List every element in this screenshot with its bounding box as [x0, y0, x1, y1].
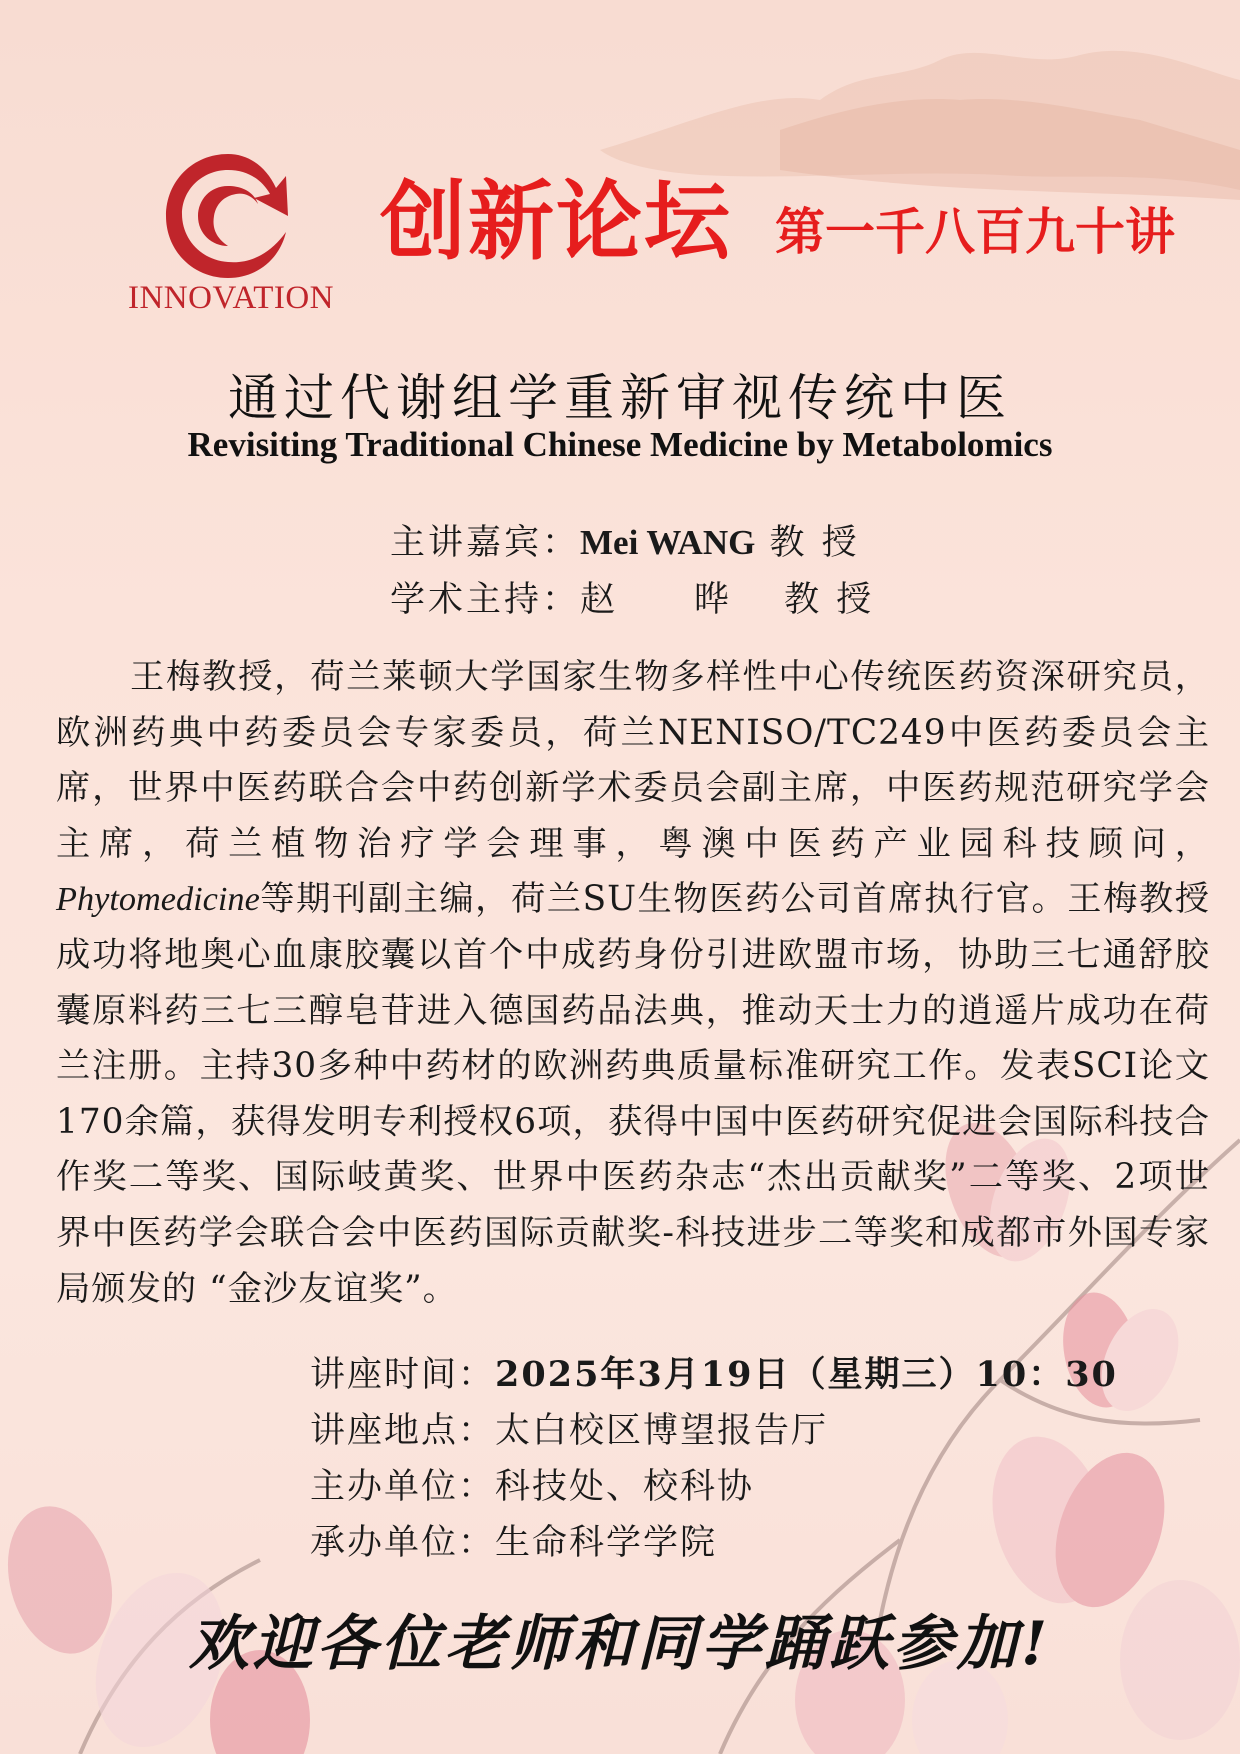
time-label: 讲座时间： — [310, 1355, 496, 1395]
speaker-row — [390, 514, 874, 572]
lecture-number: 第一千八百九十讲 — [775, 203, 1175, 261]
bio-part-2: 等期刊副主编，荷兰SU生物医药公司首席执行官。王梅教授成功将地奥心血康胶囊以首个中成药身份引进欧盟市场，协助三七通舒胶囊原料药三七三醇皂苷进入德国药品法典，推动天士力的逍遥片成功在荷兰注册。主持30多种中药材的欧洲药典质量标准研究工作。发表SCI论文170余篇，获得发明专利授权6项，获得中国中医药研究促进会国际科技合作奖二等奖、国际岐黄奖、世界中医药杂志“杰出贡献奖”二等奖、2项世界中医药学会联合会中医药国际贡献奖-科技进步二等奖和成都市外国专家局颁发的 “金沙友谊奖”。 — [56, 879, 1210, 1309]
lecture-title-en: Revisiting Traditional Chinese Medicine by Metabolomics — [187, 425, 1053, 464]
time-value: 2025年3月19日（星期三）10：30 — [495, 1354, 1118, 1395]
speaker-biography — [56, 650, 1210, 1317]
place-row — [310, 1403, 1118, 1459]
time-row — [310, 1347, 1118, 1403]
innovation-swirl-icon — [158, 146, 298, 286]
host-name: 赵 晔 — [580, 580, 733, 620]
undertaker-value: 生命科学学院 — [495, 1523, 718, 1563]
forum-title: 创新论坛 — [380, 172, 732, 272]
speaker-label: 主讲嘉宾： — [390, 523, 581, 563]
place-label: 讲座地点： — [310, 1411, 496, 1451]
speaker-name: Mei WANG — [580, 523, 756, 562]
bio-part-1: 王梅教授，荷兰莱顿大学国家生物多样性中心传统医药资深研究员，欧洲药典中药委员会专家委员，荷兰NENISO/TC249中医药委员会主席，世界中医药联合会中药创新学术委员会副主席，中医药规范研究学会主席，荷兰植物治疗学会理事，粤澳中医药产业园科技顾问， — [56, 657, 1210, 864]
people-block — [390, 514, 874, 629]
organizer-row — [310, 1459, 1118, 1515]
organizer-value: 科技处、校科协 — [495, 1467, 755, 1507]
host-label: 学术主持： — [390, 580, 581, 620]
organizer-label: 主办单位： — [310, 1467, 496, 1507]
undertaker-label: 承办单位： — [310, 1523, 496, 1563]
event-info — [310, 1347, 1118, 1571]
undertaker-row — [310, 1515, 1118, 1571]
welcome-slogan: 欢迎各位老师和同学踊跃参加! — [188, 1609, 1052, 1679]
host-row — [390, 572, 874, 629]
logo-text: INNOVATION — [127, 280, 335, 316]
bio-journal: Phytomedicine — [56, 880, 260, 919]
lecture-title-cn: 通过代谢组学重新审视传统中医 — [228, 369, 1012, 427]
speaker-title: 教 授 — [769, 523, 860, 563]
innovation-logo — [118, 140, 348, 320]
host-title: 教 授 — [784, 580, 875, 620]
place-value: 太白校区博望报告厅 — [495, 1411, 829, 1451]
